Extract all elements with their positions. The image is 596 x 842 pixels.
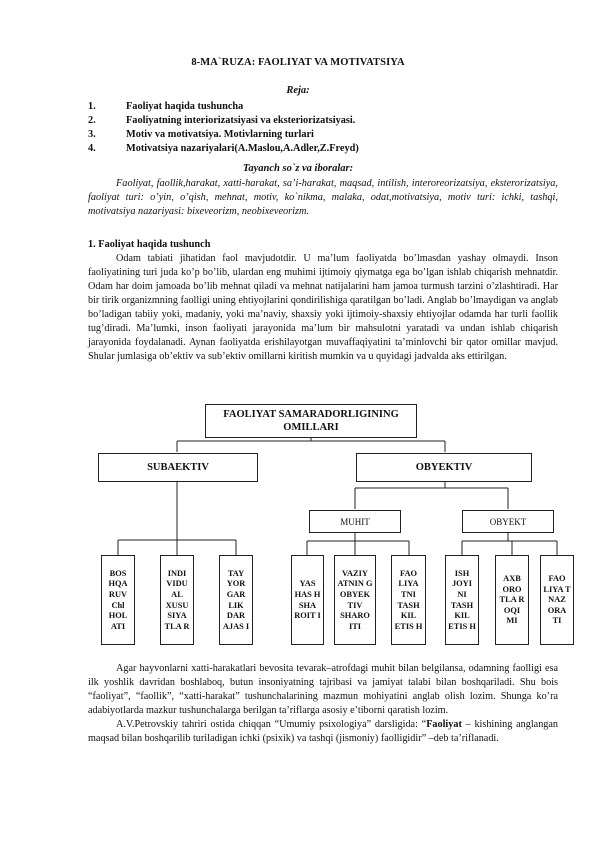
diagram-objective-box (356, 453, 532, 482)
diagram-leaf-label: ISH JOYI NI TASH KIL ETIS H (448, 568, 476, 631)
diagram-subjective-box (98, 453, 258, 482)
keywords-heading: Tayanch so`z va iboralar: (242, 163, 354, 174)
paragraph-text: Odam tabiati jihatidan faol mavjudotdir. U ma’lum faoliyatda bo’lmasdan yashay olmaydi. Inson faoliyatining turi juda ko’p bo’lib, ulardan eng muhimi ijtimoiy qiymatga ega bo’lgan ishlab chiqarish mehnatdir. Odam har doim jamoada bo’lib mehnat qiladi va mehnat natijalarini ham jamoa turmush tarzini o’zlashtiradi. Har bir tirik organizmning faolligi uning ehtiyojlarini qondirilishiga qaratilgan bo’ladi. Anglab bo’lmaydigan va anglab bo’ladigan tabiiy yoki, madaniy, yoki ma’naviy, shaxsiy yoki ijtimoiy-shaxsiy ehtiyojlar odamda har turli faollik tug’diradi. Ma’lumki, inson faoliyati jarayonida ma’lum bir mahsulotni yaratadi va undan ishlab chiqarish jarayonida foydalanadi. Aynan faoliyatda erishilayotgan muvaffaqiyatini ta’minlovchi bir qator omillar mavjud. Shular jumlasiga ob’ektiv va sub’ektiv omillarni kiritish mumkin va u quyidagi jadvalda aks ettirilgan. (88, 253, 558, 363)
diagram-leaf-label: INDI VIDU AL XUSU SIYA TLA R (164, 568, 190, 631)
diagram-leaf-box (334, 555, 376, 645)
diagram-leaf-box (101, 555, 135, 645)
diagram-object-box (462, 510, 554, 533)
plan-item-text: Motiv va motivatsiya. Motivlarning turlari (126, 129, 314, 140)
diagram-leaf-label: FAO LIYA TNI TASH KIL ETIS H (394, 568, 423, 631)
definition-suffix: – kishining anglangan maqsad bilan boshqarilib turiladigan ichki (psixik) va tashqi (jismoniy) faolligidir” –deb ta’riflanadi. (88, 719, 558, 745)
diagram-subjective-label: SUBAEKTIV (147, 462, 209, 473)
diagram-root-box (205, 404, 417, 438)
diagram-leaf-box (219, 555, 253, 645)
plan-heading: Reja: (286, 85, 310, 96)
page-title: 8-MA`RUZA: FAOLIYAT VA MOTIVATSIYA (191, 57, 405, 68)
plan-item-text: Faoliyat haqida tushuncha (126, 101, 244, 112)
keywords-text: Faoliyat, faollik,harakat, xatti-harakat, sa’i-harakat, maqsad, intilish, interoreorizatsiya, eksterorizatsiya, faoliyat turi: o’yin, o’qish, mehnat, motiv, ko`nikma, malaka, odat,motivatsiya, motiv turi: ichki, tashqi, motivatsiya nazariyasi: bixeveorizm, neobixeveorizm. (88, 178, 558, 217)
diagram-leaf-label: AXB ORO TLA R OQI MI (499, 574, 525, 626)
diagram-leaf-label: YAS HAS H SHA ROIT I (294, 579, 321, 621)
section-heading: 1. Faoliyat haqida tushunch (88, 239, 211, 250)
definition-prefix: A.V.Petrovskiy tahriri ostida chiqqan “Umumiy psixologiya” darsligida: “ (116, 719, 427, 731)
diagram-leaf-box (495, 555, 529, 645)
plan-item-number: 3. (88, 129, 96, 140)
body-paragraph (88, 662, 558, 746)
diagram-objective-label: OBYEKTIV (415, 462, 473, 473)
definition-term: Faoliyat (426, 719, 462, 731)
plan-item-number: 2. (88, 115, 96, 126)
diagram-leaf-box (391, 555, 426, 645)
diagram-object-label: OBYEKT (489, 516, 527, 527)
definition-paragraph (88, 718, 558, 746)
diagram-leaf-box (291, 555, 324, 645)
diagram-environment-label: MUHIT (340, 516, 370, 527)
diagram-leaf-label: FAO LIYA T NAZ ORA TI (543, 574, 571, 626)
diagram-leaf-label: VAZIY ATNIN G OBYEK TIV SHARO ITI (337, 568, 373, 631)
diagram-leaf-label: BOS HQA RUV Chl HOL ATI (108, 568, 128, 631)
diagram-leaf-box (540, 555, 574, 645)
diagram-leaf-box (160, 555, 194, 645)
paragraph-text: Agar hayvonlarni xatti-harakatlari bevosita tevarak–atrofdagi muhit bilan belgilansa, odamning faolligi esa ilk yoshlik davridan boshlaboq, butun insoniyatning tajribasi va jamiyat talabi bilan boshqariladi. Shu bois “faoliyat”, “faollik”, “xatti-harakat” tushunchalarining mazmun mohiyatini anglab olish lozim. Shunga ko’ra adabiyotlarda mazkur tushunchalarga berilgan ta’riflarga asosiy e’tiborni qaratish lozim. (88, 663, 558, 717)
plan-item-number: 1. (88, 101, 96, 112)
plan-item-text: Motivatsiya nazariyalari(A.Maslou,A.Adler,Z.Freyd) (126, 143, 359, 154)
diagram-leaf-box (445, 555, 479, 645)
diagram-environment-box (309, 510, 401, 533)
plan-item-number: 4. (88, 143, 96, 154)
diagram-leaf-label: TAY YOR GAR LIK DAR AJAS I (222, 568, 250, 631)
plan-item-text: Faoliyatning interiorizatsiyasi va eksteriorizatsiyasi. (126, 115, 356, 126)
diagram-root-label: FAOLIYAT SAMARADORLIGINING OMILLARI (223, 409, 399, 433)
